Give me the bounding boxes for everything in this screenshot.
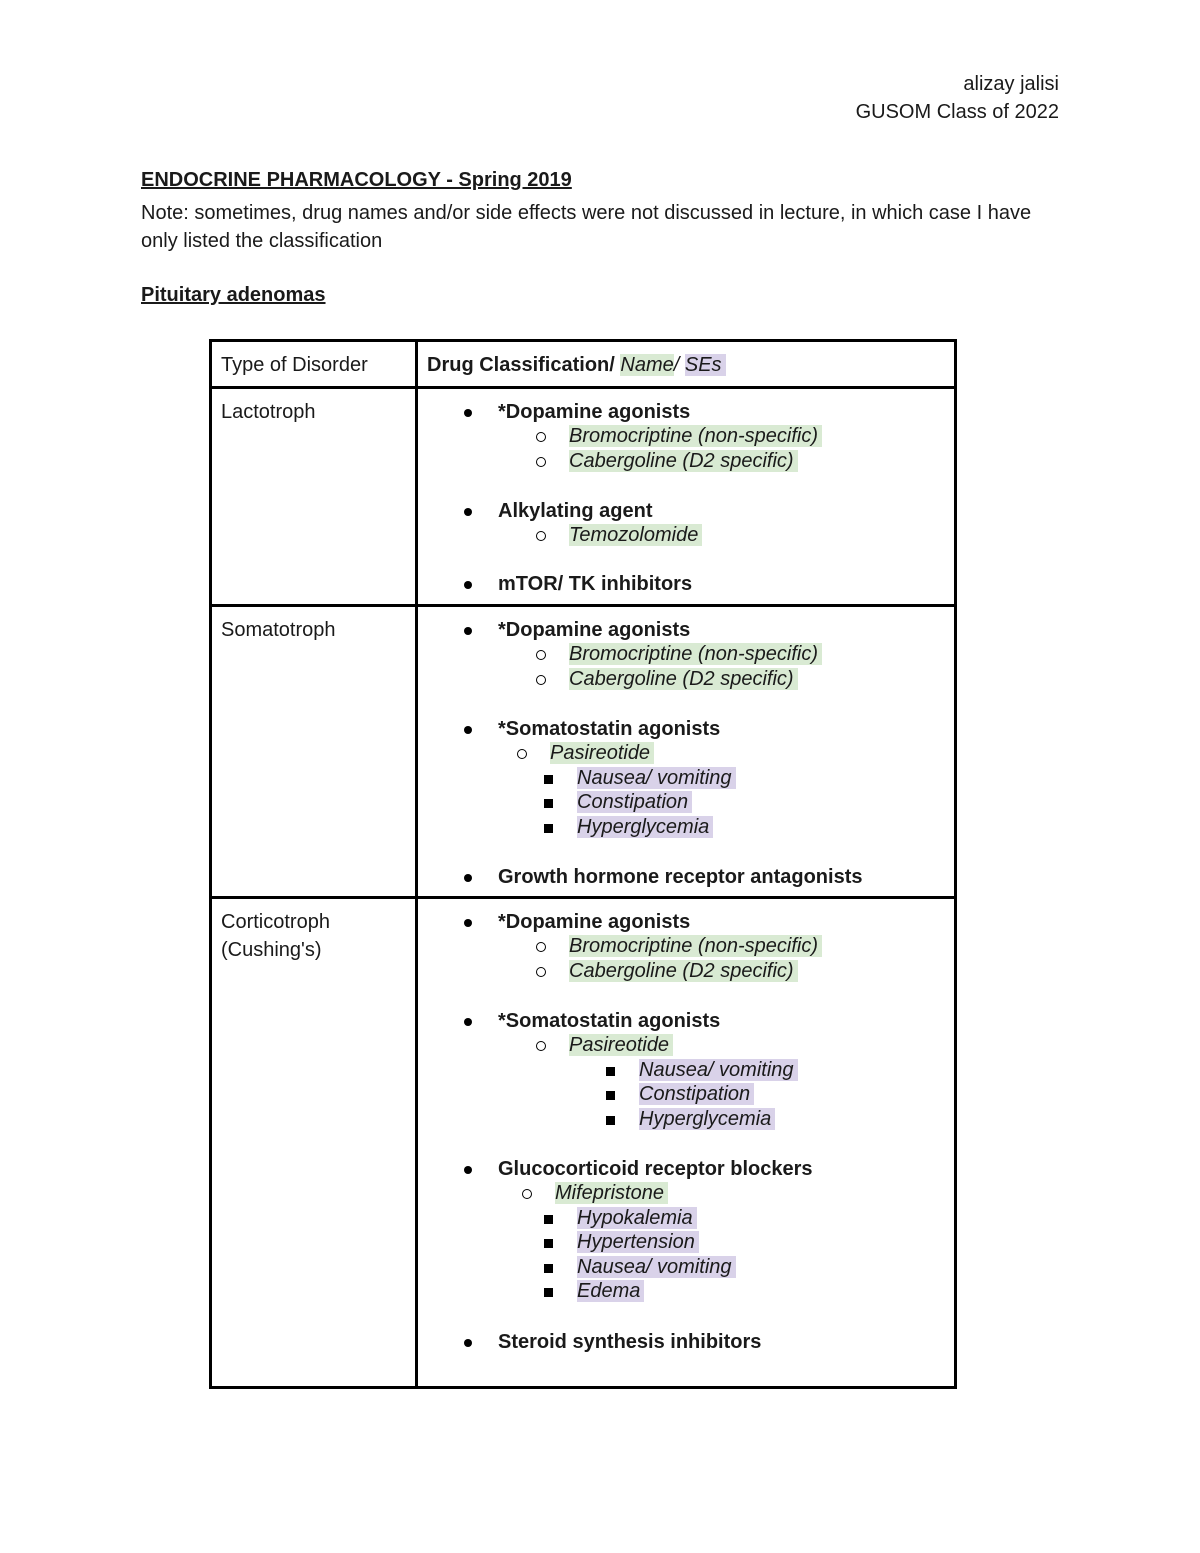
list-item (569, 959, 798, 984)
side-effect: Constipation (577, 791, 692, 813)
class-year: GUSOM Class of 2022 (855, 101, 1059, 123)
drug-cell (417, 606, 956, 898)
bullet-icon (464, 1339, 472, 1347)
drug-classification: *Dopamine agonists (498, 911, 691, 933)
circle-bullet-icon (536, 457, 546, 467)
side-effect: Nausea/ vomiting (639, 1059, 798, 1081)
header-disorder-label: Type of Disorder (221, 354, 368, 376)
list-item (577, 1255, 736, 1280)
circle-bullet-icon (536, 531, 546, 541)
side-effect: Hypertension (577, 1231, 699, 1253)
list-item (577, 790, 692, 815)
side-effect: Nausea/ vomiting (577, 1256, 736, 1278)
list-item (550, 741, 654, 766)
bullet-icon (464, 874, 472, 882)
square-bullet-icon (606, 1116, 615, 1125)
list-item (577, 1206, 697, 1231)
list-item (639, 1058, 798, 1083)
list-item (639, 1107, 775, 1132)
list-item (569, 1033, 673, 1058)
drug-name: Mifepristone (555, 1182, 668, 1204)
drug-classification: Glucocorticoid receptor blockers (498, 1158, 813, 1180)
list-item (498, 572, 692, 597)
drug-name: Pasireotide (550, 742, 654, 764)
list-item (498, 910, 690, 935)
drug-name: Temozolomide (569, 524, 702, 546)
square-bullet-icon (544, 799, 553, 808)
drug-classification: mTOR/ TK inhibitors (498, 573, 693, 595)
list-item (569, 424, 822, 449)
list-item (498, 717, 720, 742)
square-bullet-icon (606, 1091, 615, 1100)
bullet-icon (464, 1166, 472, 1174)
author-name: alizay jalisi (963, 73, 1059, 95)
drug-cell (417, 388, 956, 606)
square-bullet-icon (544, 824, 553, 833)
header-ses: SEs (685, 354, 726, 376)
header-cell-drug (417, 341, 956, 388)
drug-classification: Alkylating agent (498, 500, 653, 522)
disorder-name: Lactotroph (221, 401, 316, 423)
bullet-icon (464, 409, 472, 417)
document-title: ENDOCRINE PHARMACOLOGY - Spring 2019 (141, 169, 572, 191)
square-bullet-icon (606, 1067, 615, 1076)
disorder-cell (211, 388, 417, 606)
drug-classification: *Dopamine agonists (498, 401, 691, 423)
side-effect: Hyperglycemia (639, 1108, 775, 1130)
list-item (569, 642, 822, 667)
list-item (498, 865, 862, 890)
list-item (639, 1082, 754, 1107)
circle-bullet-icon (536, 675, 546, 685)
square-bullet-icon (544, 1239, 553, 1248)
square-bullet-icon (544, 1288, 553, 1297)
drug-classification: *Somatostatin agonists (498, 718, 721, 740)
side-effect: Hyperglycemia (577, 816, 713, 838)
circle-bullet-icon (522, 1189, 532, 1199)
drug-name: Cabergoline (D2 specific) (569, 960, 798, 982)
header-slash: / (673, 354, 680, 376)
square-bullet-icon (544, 775, 553, 784)
header-cell-disorder (211, 341, 417, 388)
drug-classification: Growth hormone receptor antagonists (498, 866, 863, 888)
circle-bullet-icon (536, 432, 546, 442)
disorder-line: Corticotroph (221, 911, 330, 933)
header-name: Name (620, 354, 674, 376)
drug-cell (417, 898, 956, 1388)
bullet-icon (464, 508, 472, 516)
side-effect: Constipation (639, 1083, 754, 1105)
drug-classification: *Somatostatin agonists (498, 1010, 721, 1032)
list-item (555, 1181, 668, 1206)
drug-name: Bromocriptine (non-specific) (569, 935, 822, 957)
circle-bullet-icon (536, 1041, 546, 1051)
bullet-icon (464, 1018, 472, 1026)
list-item (498, 1157, 813, 1182)
list-item (569, 523, 702, 548)
disorder-line: (Cushing's) (221, 939, 322, 961)
circle-bullet-icon (536, 650, 546, 660)
list-item (577, 1279, 644, 1304)
drug-name: Cabergoline (D2 specific) (569, 668, 798, 690)
list-item (577, 815, 713, 840)
disorder-cell (211, 606, 417, 898)
drug-name: Cabergoline (D2 specific) (569, 450, 798, 472)
circle-bullet-icon (517, 749, 527, 759)
list-item (569, 449, 798, 474)
table-row (211, 606, 956, 898)
header-drug-label (418, 342, 954, 377)
document-note: Note: sometimes, drug names and/or side effects were not discussed in lecture, in which case I have only listed the classification (141, 202, 1032, 252)
list-item (569, 934, 822, 959)
drug-table (209, 339, 957, 1389)
list-item (577, 1230, 699, 1255)
bullet-icon (464, 726, 472, 734)
square-bullet-icon (544, 1264, 553, 1273)
drug-classification: *Dopamine agonists (498, 619, 691, 641)
drug-classification: Steroid synthesis inhibitors (498, 1331, 762, 1353)
table-row (211, 898, 956, 1388)
list-item (498, 400, 690, 425)
side-effect: Hypokalemia (577, 1207, 697, 1229)
disorder-name (212, 899, 415, 964)
bullet-icon (464, 627, 472, 635)
list-item (498, 499, 652, 524)
bullet-icon (464, 919, 472, 927)
circle-bullet-icon (536, 967, 546, 977)
drug-name: Bromocriptine (non-specific) (569, 643, 822, 665)
bullet-icon (464, 581, 472, 589)
disorder-name: Somatotroph (221, 619, 336, 641)
side-effect: Edema (577, 1280, 644, 1302)
table-header-row (211, 341, 956, 388)
list-item (498, 1009, 720, 1034)
list-item (498, 1330, 761, 1355)
square-bullet-icon (544, 1215, 553, 1224)
list-item (577, 766, 736, 791)
section-title: Pituitary adenomas (141, 284, 326, 306)
header-classification: Drug Classification/ (427, 354, 615, 376)
table-row (211, 388, 956, 606)
disorder-cell (211, 898, 417, 1388)
drug-name: Bromocriptine (non-specific) (569, 425, 822, 447)
list-item (498, 618, 690, 643)
side-effect: Nausea/ vomiting (577, 767, 736, 789)
list-item (569, 667, 798, 692)
drug-name: Pasireotide (569, 1034, 673, 1056)
circle-bullet-icon (536, 942, 546, 952)
